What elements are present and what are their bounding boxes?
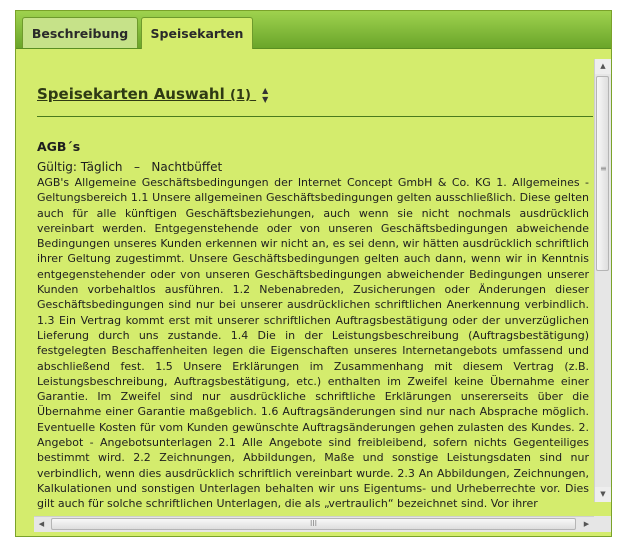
section-title-text: Speisekarten Auswahl — [37, 85, 225, 103]
scroll-up-icon[interactable]: ▲ — [595, 59, 611, 74]
horizontal-scrollbar[interactable] — [34, 516, 594, 532]
vertical-scroll-thumb[interactable] — [596, 76, 609, 271]
section-title[interactable] — [37, 85, 268, 104]
section-divider — [37, 116, 593, 117]
menu-description: AGB's Allgemeine Geschäftsbedingungen der Internet Concept GmbH & Co. KG 1. Allgemeines - Geltungsbereich 1.1 Unsere allgemeinen Geschäftsbedingungen gelten ausschließlich. Diese gelten auch für alle künftigen Geschäftsbeziehungen, auch wenn sie nicht nochmals ausdrücklich vereinbart werden. Entgegenstehende oder von unseren Geschäftsbedingungen abweichende Bedingungen unseres Kunden erkennen wir nicht an, es sei denn, wir hätten ausdrücklich schriftlich ihrer Geltung zugestimmt. Unsere Geschäftsbedingungen gelten auch dann, wenn wir in Kenntnis entgegenstehender oder von unseren Geschäftsbedingungen abweichender Bedingungen unserer Kunden vorbehaltlos ausführen. 1.2 Nebenabreden, Zusicherungen oder Änderungen dieser Geschäftsbedingungen sind nur bei unserer ausdrücklichen schriftlichen Anerkennung verbindlich. 1.3 Ein Vertrag kommt erst mit unserer schriftlichen Auftragsbestätigung oder der unverzüglichen Lieferung durch uns zustande. 1.4 Die in der Leistungsbeschreibung (Auftragsbestätigung) festgelegten Beschaffenheiten legen die Eigenschaften unseres Internetangebots umfassend und abschließend fest. 1.5 Unsere Erklärungen im Zusammenhang mit diesem Vertrag (z.B. Leistungsbeschreibung, Auftragsbestätigung, etc.) enthalten im Zweifel keine Übernahme einer Garantie. Im Zweifel sind nur ausdrückliche schriftliche Erklärungen unsererseits über die Übernahme einer Garantie maßgeblich. 1.6 Auftragsänderungen sind nur nach Absprache möglich. Eventuelle Kosten für vom Kunden gewünschte Auftragsänderungen gehen zulasten des Kundes. 2. Angebot - Angebotsunterlagen 2.1 Alle Angebote sind freibleibend, sofern nichts Gegenteiliges bestimmt wird. 2.2 Zeichnungen, Abbildungen, Maße und sonstige Leistungsdaten sind nur verbindlich, wenn dies ausdrücklich schriftlich vereinbart wurde. 2.3 An Abbildungen, Zeichnungen, Kalkulationen und sonstigen Unterlagen behalten wir uns Eigentums- und Urheberrechte vor. Dies gilt auch für solche schriftlichen Unterlagen, die als „vertraulich“ bezeichnet sind. Vor ihrer — [37, 176, 589, 511]
scroll-right-icon[interactable]: ▶ — [583, 520, 590, 528]
section-count: (1) — [229, 88, 251, 103]
vertical-scrollbar[interactable] — [594, 59, 611, 502]
scroll-down-icon[interactable]: ▼ — [595, 487, 611, 502]
grip-icon: ≡ — [600, 164, 607, 173]
tab-beschreibung[interactable]: Beschreibung — [22, 17, 138, 48]
scrollbar-corner — [594, 516, 611, 532]
horizontal-scroll-thumb[interactable]: III — [51, 518, 576, 530]
scroll-left-icon[interactable]: ◀ — [38, 520, 45, 528]
tab-bar — [16, 11, 611, 49]
tab-content — [16, 49, 611, 536]
sort-icon[interactable]: ▲ ▼ — [262, 85, 269, 104]
menu-title: AGB´s — [37, 139, 81, 154]
menu-validity: Gültig: Täglich – Nachtbüffet — [37, 160, 223, 174]
tab-speisekarten[interactable]: Speisekarten — [141, 17, 253, 49]
scroll-area[interactable] — [34, 59, 611, 516]
menu-panel — [15, 10, 612, 537]
